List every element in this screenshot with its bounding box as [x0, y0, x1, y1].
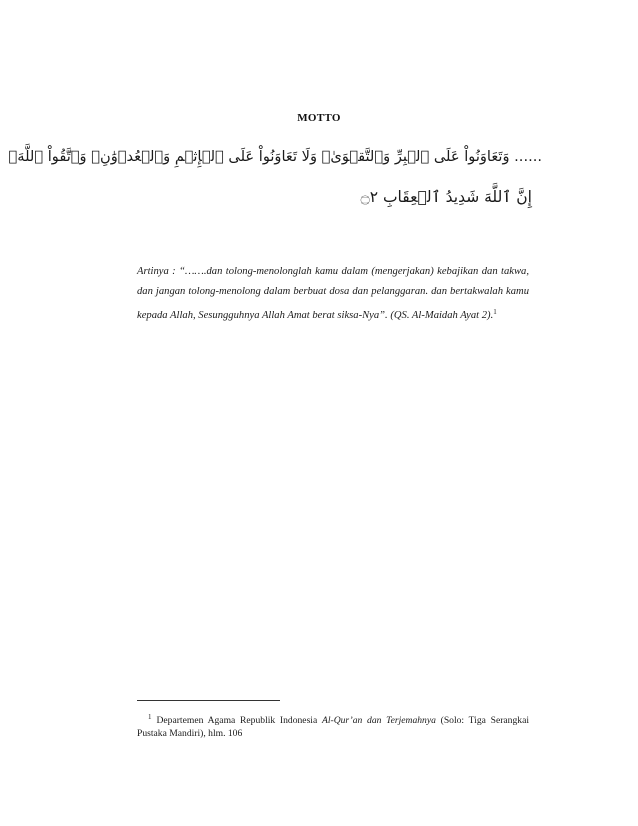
footnote-book-title: Al-Qur’an dan Terjemahnya — [321, 715, 436, 726]
footnote-marker: 1 — [148, 713, 152, 721]
footnote-text-after: (Solo: Tiga Serangkai Pustaka Mandiri), hlm. 106 — [137, 715, 529, 739]
footnote-divider — [137, 700, 280, 701]
verse-translation — [137, 262, 529, 326]
footnote-reference: 1 — [493, 308, 497, 316]
footnote-text-before: Departemen Agama Republik Indonesia — [156, 715, 322, 726]
translation-text: Artinya : “…….dan tolong-menolonglah kamu dalam (mengerjakan) kebajikan dan takwa, dan jangan tolong-menolong dalam berbuat dosa dan pelanggaran. dan bertakwalah kamu kepada Allah, Sesungguhnya Allah Amat berat siksa-Nya”. (QS. Al-Maidah Ayat 2). — [137, 266, 529, 321]
quran-verse-line-2: إِنَّ ٱللَّهَ شَدِيدُ ٱلۡعِقَابِ ۝٢ — [360, 188, 532, 206]
quran-verse-line-1: ...... وَتَعَاوَنُواْ عَلَى ٱلۡبِرِّ وَٱلتَّقۡوَىٰۖ وَلَا تَعَاوَنُواْ عَلَى ٱلۡإِثۡمِ وَٱلۡعُدۡوَٰنِۚ وَٱتَّقُواْ ٱللَّهَۖ — [8, 148, 542, 165]
footnote — [137, 711, 529, 740]
page-title: MOTTO — [297, 112, 341, 124]
quran-verse — [8, 146, 542, 208]
